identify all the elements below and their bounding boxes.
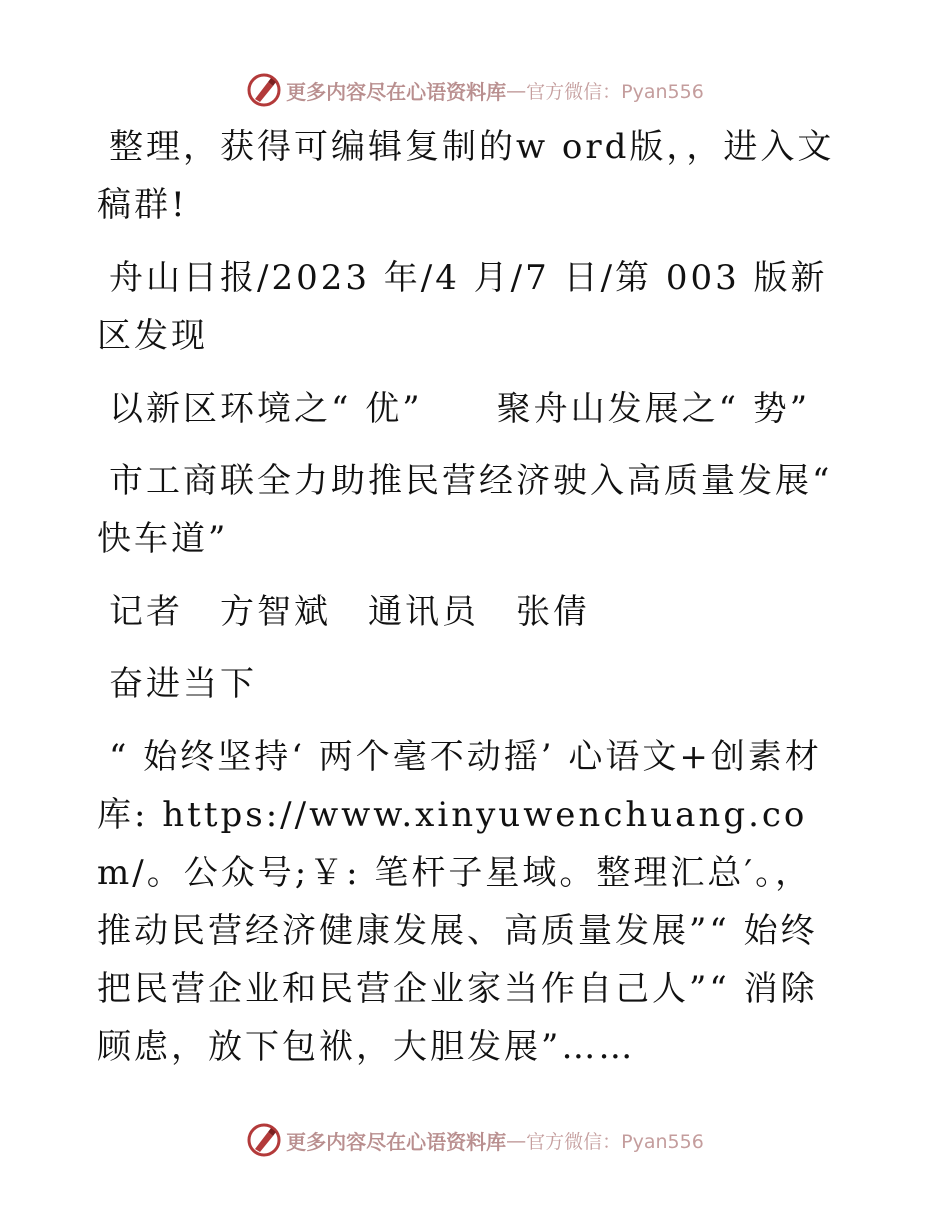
paragraph-intro: 整理，获得可编辑复制的w ord版，，进入文稿群! (97, 127, 835, 225)
header-banner-separator: — (506, 78, 527, 102)
footer-banner-separator: — (506, 1128, 527, 1152)
footer-banner (0, 1120, 950, 1160)
article-subheadline: 市工商联全力助推民营经济驶入高质量发展“ 快车道” (97, 461, 833, 559)
paragraph-body: “ 始终坚持‘ 两个毫不动摇’ 心语文+创素材库: https://www.xinyuwenchuang.com/。公众号;￥: 笔杆子星域。整理汇总′。，推动民营经济健康发展、高质量发展”“ 始终把民营企业和民营企业家当作自己人”“ 消除顾虑，放下包袱，大胆发展”…… (97, 737, 822, 1067)
footer-wechat-text: 官方微信：Pyan556 (526, 1130, 704, 1153)
section-heading: 奋进当下 (109, 664, 257, 704)
pen-logo-icon (246, 1122, 282, 1158)
pen-logo-icon (246, 72, 282, 108)
header-wechat-text: 官方微信：Pyan556 (526, 80, 704, 103)
footer-banner-text: 更多内容尽在心语资料库 (286, 1129, 507, 1154)
document-body (97, 118, 847, 1076)
header-banner-text: 更多内容尽在心语资料库 (286, 79, 507, 104)
paragraph-source: 舟山日报/2023 年/4 月/7 日/第 003 版新区发现 (97, 258, 828, 356)
article-byline: 记者 方智斌 通讯员 张倩 (109, 592, 590, 632)
article-headline: 以新区环境之“ 优” 聚舟山发展之“ 势” (109, 389, 811, 429)
header-banner (0, 70, 950, 110)
